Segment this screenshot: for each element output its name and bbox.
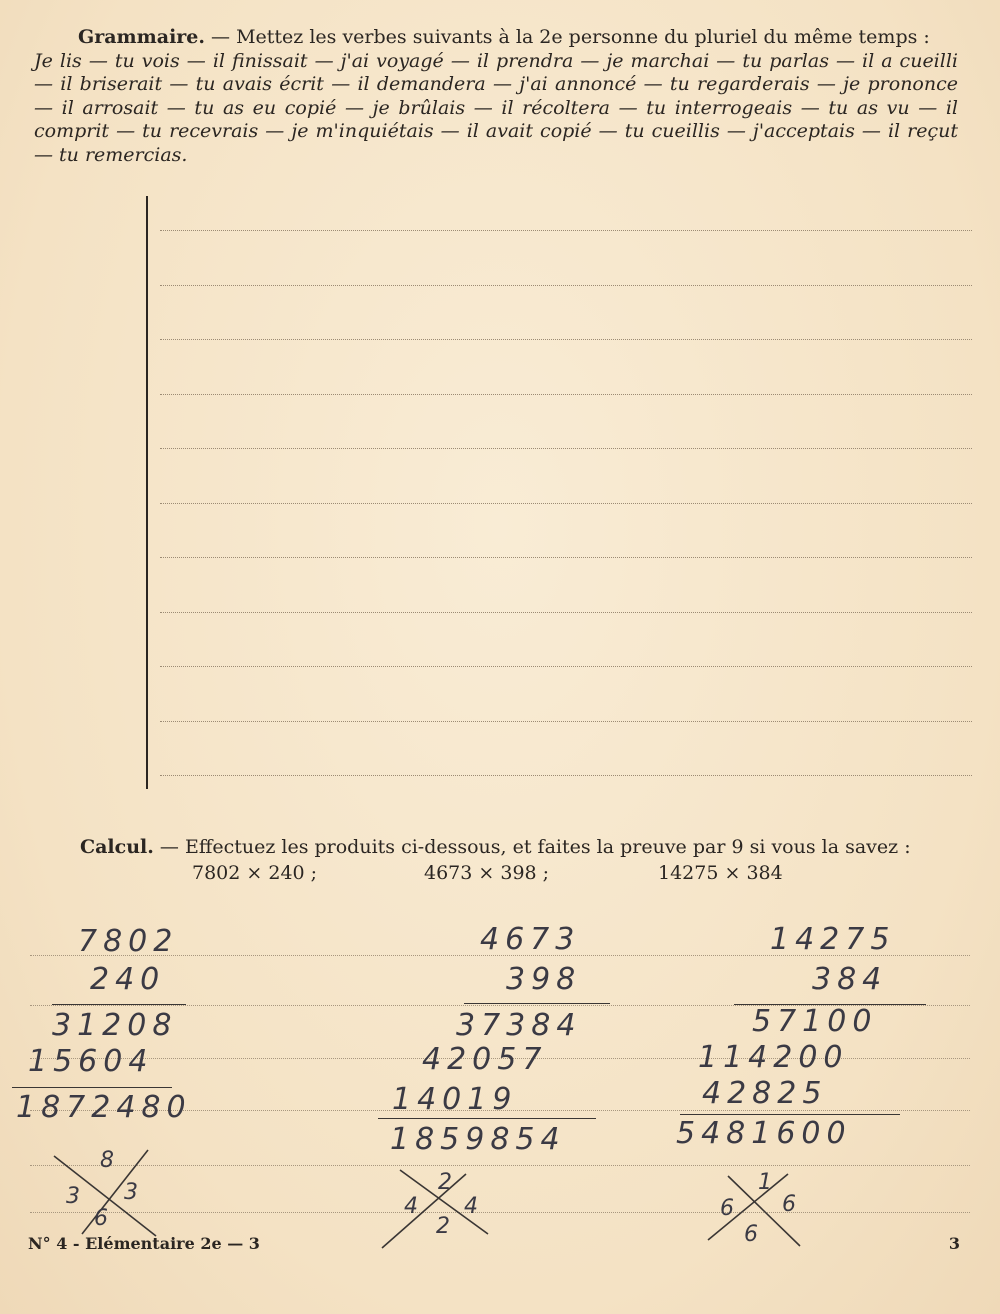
operation-2: 4673 × 398 ; xyxy=(424,862,550,884)
partial-2-1: 37384 xyxy=(456,1008,582,1043)
partial-2-2: 42057 xyxy=(422,1042,548,1077)
product-rule xyxy=(464,1003,610,1004)
proof-3-bottom: 6 xyxy=(744,1222,758,1247)
multiplier-3: 384 xyxy=(812,962,888,997)
multiplier-2: 398 xyxy=(506,962,582,997)
grammar-instruction: — Mettez les verbes suivants à la 2e personne du pluriel du même temps : xyxy=(205,26,930,48)
writing-lines[interactable] xyxy=(160,230,972,790)
partial-3-1: 57100 xyxy=(752,1004,878,1039)
sum-rule xyxy=(680,1114,900,1115)
proof-1-left: 3 xyxy=(66,1184,80,1209)
result-3: 5481600 xyxy=(676,1116,852,1151)
writing-line xyxy=(160,721,972,722)
multiplier-1: 240 xyxy=(90,962,166,997)
partial-2-3: 14019 xyxy=(392,1082,518,1117)
writing-line xyxy=(160,557,972,558)
dotted-line xyxy=(30,1212,970,1213)
proof-2-bottom: 2 xyxy=(436,1214,450,1239)
writing-line xyxy=(160,503,972,504)
calcul-instruction: — Effectuez les produits ci-dessous, et faites la preuve par 9 si vous la savez : xyxy=(153,836,911,858)
proof-2-right: 4 xyxy=(464,1194,478,1219)
writing-line xyxy=(160,612,972,613)
calcul-title: Calcul. xyxy=(80,836,154,858)
writing-line xyxy=(160,285,972,286)
multiplicand-2: 4673 xyxy=(480,922,581,957)
grammar-exercise xyxy=(34,26,958,167)
product-rule xyxy=(52,1004,186,1005)
writing-line xyxy=(160,394,972,395)
partial-1-1: 31208 xyxy=(52,1008,178,1043)
operation-3: 14275 × 384 xyxy=(658,862,783,884)
result-2: 1859854 xyxy=(390,1122,566,1157)
writing-line xyxy=(160,230,972,231)
partial-1-2: 15604 xyxy=(28,1044,154,1079)
partial-3-3: 42825 xyxy=(702,1076,828,1111)
proof-1-right: 3 xyxy=(124,1180,138,1205)
proof-1-bottom: 6 xyxy=(94,1206,108,1231)
operation-1: 7802 × 240 ; xyxy=(192,862,318,884)
proof-3-right: 6 xyxy=(782,1192,796,1217)
margin-line xyxy=(146,196,148,789)
proof-1-top: 8 xyxy=(100,1148,114,1173)
footer-label: N° 4 - Elémentaire 2e — 3 xyxy=(28,1234,260,1253)
writing-line xyxy=(160,339,972,340)
writing-line xyxy=(160,666,972,667)
proof-3-top: 1 xyxy=(758,1170,772,1195)
proof-2-left: 4 xyxy=(404,1194,418,1219)
calcul-exercise xyxy=(80,836,960,858)
writing-line xyxy=(160,448,972,449)
dotted-line xyxy=(30,1165,970,1166)
writing-line xyxy=(160,775,972,776)
proof-2-top: 2 xyxy=(438,1170,452,1195)
page-number: 3 xyxy=(948,1234,960,1253)
grammar-verb-list: Je lis — tu vois — il finissait — j'ai voyagé — il prendra — je marchai — tu parlas — il a cueilli — il briserait — tu avais écrit — il demandera — j'ai annoncé — tu regarderais — je prononce — il arrosait — tu as eu copié — je brûlais — il récoltera — tu interrogeais — tu as vu — il comprit — tu recevrais — je m'inquiétais — il avait copié — tu cueillis — j'acceptais — il reçut — tu remercias. xyxy=(34,49,958,166)
result-1: 1872480 xyxy=(16,1090,192,1125)
multiplicand-3: 14275 xyxy=(770,922,896,957)
proof-3-left: 6 xyxy=(720,1196,734,1221)
partial-3-2: 114200 xyxy=(698,1040,849,1075)
multiplicand-1: 7802 xyxy=(78,924,179,959)
grammar-title: Grammaire. xyxy=(78,26,205,48)
sum-rule xyxy=(12,1087,172,1088)
sum-rule xyxy=(378,1118,596,1119)
